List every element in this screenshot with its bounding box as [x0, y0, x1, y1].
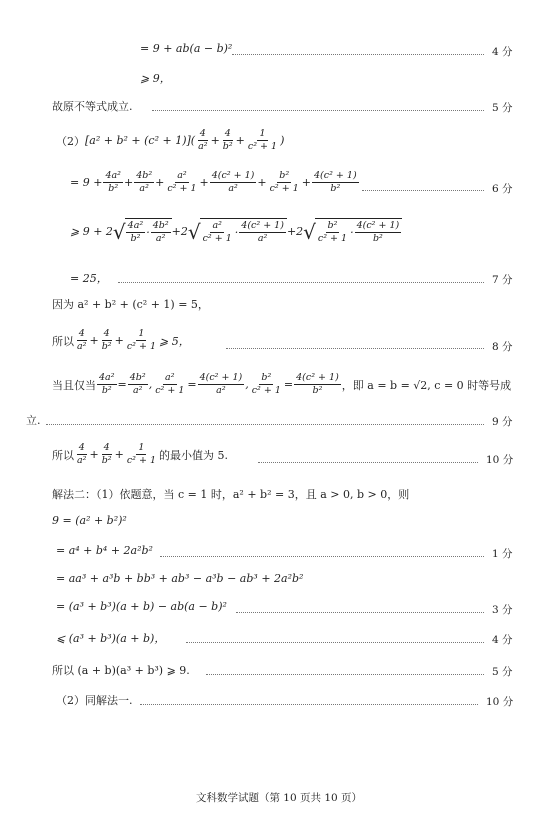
m2-eq-4: = (a³ + b³)(a + b) − ab(a − b)² — [56, 600, 227, 613]
leader-dots — [232, 54, 484, 55]
leader-dots — [160, 556, 484, 557]
score-label: 5 分 — [492, 666, 513, 678]
expansion-line: = 9 + $\frac{\text{4a²}}{\text{b²}}$ + $\frac{\text{4b²}}{\text{a²}}$ + $\frac{\text{a²}}{\text{c² + 1}}$ + $\frac{\text{4(c² + 1)}}{\text{a²}}$ + $\frac{\text{b²}}{\text{c² + 1}}$ + $\frac{\text{4(c² + 1)}}{\text{b²}}$ — [70, 170, 357, 194]
fraction: $\frac{4}{\text{a²}}$ — [198, 128, 208, 152]
score-label: 4 分 — [492, 46, 513, 58]
leader-dots — [118, 282, 484, 283]
score-label: 3 分 — [492, 604, 513, 616]
m2-conclusion: 所以 (a + b)(a³ + b³) ⩾ 9. — [52, 664, 190, 677]
equality-condition-line: 当且仅当 $\frac{\text{4a²}}{\text{b²}}$ = $\frac{\text{4b²}}{\text{a²}}$ , $\frac{\text{a²}}{\text{c² + 1}}$ = $\frac{\text{4(c² + 1)}}{\text{a²}}$ , $\frac{\text{b²}}{\text{c² + 1}}$ = $\frac{\text{4(c² + 1)}}{\text{b²}}$ ，即 a = b = √2, c = 0 时等号成 — [52, 372, 512, 396]
score-label: 8 分 — [492, 341, 513, 353]
minimum-line: 所以 $\frac{4}{\text{a²}}$ + $\frac{4}{\text{b²}}$ + $\frac{1}{\text{c² + 1}}$ 的最小值为 5. — [52, 442, 228, 466]
leader-dots — [186, 642, 484, 643]
m2-eq-3: = aa³ + a³b + bb³ + ab³ − a³b − ab³ + 2a²b² — [56, 572, 304, 585]
score-label: 10 分 — [486, 454, 514, 466]
leader-dots — [362, 190, 484, 191]
leader-dots — [206, 674, 484, 675]
fraction: $\frac{1}{\text{c² + 1}}$ — [247, 128, 278, 152]
leader-dots — [140, 704, 478, 705]
m2-eq-5: ⩽ (a³ + b³)(a + b)， — [56, 632, 166, 645]
score-label: 10 分 — [486, 696, 514, 708]
method2-header: 解法二：（1）依题意，当 c = 1 时，a² + b² = 3，且 a > 0, b > 0，则 — [52, 488, 410, 501]
score-label: 7 分 — [492, 274, 513, 286]
part2-expression: （2） [a² + b² + (c² + 1)]( $\frac{4}{\text{a²}}$ + $\frac{4}{\text{b²}}$ + $\frac{1}{\text{c² + 1}}$ ) — [56, 128, 285, 152]
score-label: 9 分 — [492, 416, 513, 428]
result-line: = 25， — [70, 272, 108, 285]
m2-eq-1: 9 = (a² + b²)² — [52, 514, 127, 527]
conclusion-line: 故原不等式成立. — [52, 100, 133, 113]
leader-dots — [258, 462, 478, 463]
score-label: 1 分 — [492, 548, 513, 560]
eq-line-2: ⩾ 9， — [140, 72, 171, 85]
score-label: 5 分 — [492, 102, 513, 114]
inequality-line: ⩾ 9 + 2 √ $\frac{\text{4a²}}{\text{b²}}$ · $\frac{\text{4b²}}{\text{a²}}$ + 2 √ $\frac{\text{a²}}{\text{c² + 1}}$ · $\frac{\text{4(c² + 1)}}{\text{a²}}$ + 2 √ $\frac{\text{b²}}{\text{c² + 1}}$ · $\frac{\text{4(c² + 1)}}{\text{b²}}$ — [70, 218, 402, 245]
leader-dots — [226, 348, 484, 349]
leader-dots — [152, 110, 484, 111]
m2-part2: （2）同解法一. — [56, 694, 133, 707]
m2-eq-2: = a⁴ + b⁴ + 2a²b² — [56, 544, 153, 557]
fraction: $\frac{4}{\text{b²}}$ — [222, 128, 233, 152]
score-label: 4 分 — [492, 634, 513, 646]
score-label: 6 分 — [492, 183, 513, 195]
because-line: 因为 a² + b² + (c² + 1) = 5， — [52, 298, 209, 311]
eq-line-1: = 9 + ab(a − b)² — [140, 42, 233, 55]
continuation-line: 立. — [26, 414, 41, 427]
leader-dots — [236, 612, 484, 613]
therefore-line: 所以 $\frac{4}{\text{a²}}$ + $\frac{4}{\text{b²}}$ + $\frac{1}{\text{c² + 1}}$ ⩾ 5， — [52, 328, 190, 352]
leader-dots — [46, 424, 484, 425]
page-footer: 文科数学试题（第 10 页共 10 页） — [195, 792, 363, 804]
